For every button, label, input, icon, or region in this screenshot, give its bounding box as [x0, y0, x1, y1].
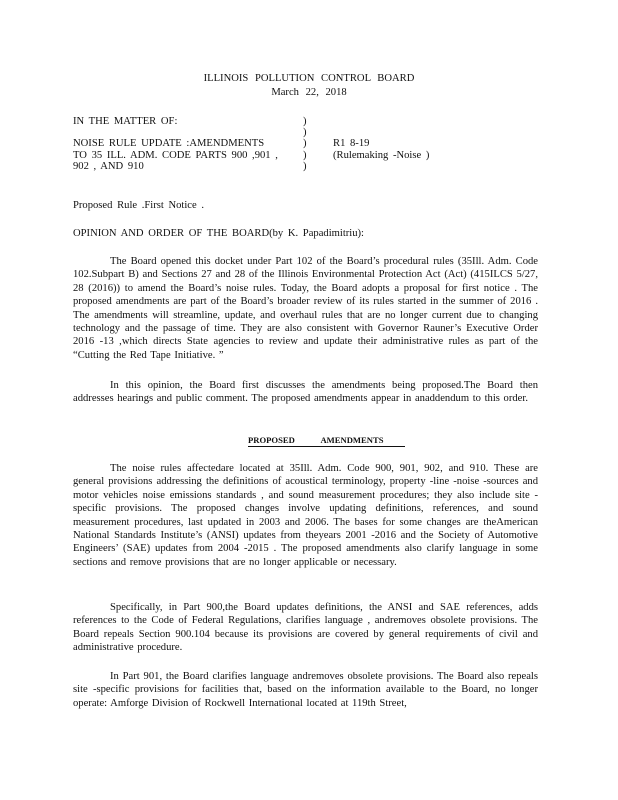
caption-row: [73, 126, 553, 137]
caption-paren: ): [303, 127, 307, 139]
caption-paren: ): [303, 160, 307, 172]
caption-left: 902 , AND 910: [73, 160, 144, 172]
rulemaking-type: (Rulemaking -Noise ): [333, 149, 430, 161]
agency-name: ILLINOIS POLLUTION CONTROL BOARD: [203, 73, 415, 84]
case-caption: [73, 115, 553, 171]
document-date: March 22, 2018: [271, 87, 347, 98]
paragraph-intro: The Board opened this docket under Part 102 of the Board’s procedural rules (35Ill. Adm. Code 102.Subpart B) and Sections 27 and 28 of the Illinois Environmental Protection Act (Act) (415ILCS 5/27, 28 (2016)) to amend the Board’s noise rules. Today, the Board adopts a proposal for first notice . The proposed amendments are part of the Board’s broader review of its rules started in the summer of 2016 . The amendments will streamline, update, and overhaul rules that are no longer current due to changing technology and the passage of time. They are also consistent with Governor Rauner’s Executive Order 2016 -13 ,which directs State agencies to review and update their administrative rules as part of the “Cutting the Red Tape Initiative. ”: [73, 256, 538, 361]
document-header: [0, 72, 618, 100]
caption-paren: ): [303, 138, 307, 150]
caption-left: [73, 126, 303, 137]
paragraph-part-901: In Part 901, the Board clarifies language andremoves obsolete provisions. The Board also repeals site -specific provisions for facilities that, based on the information available to the Board, no longer operate: Amforge Division of Rockwell International located at 119th Street,: [73, 671, 538, 709]
caption-row: [73, 115, 553, 126]
caption-paren: ): [303, 116, 307, 127]
caption-left: IN THE MATTER OF:: [73, 116, 178, 127]
caption-left: TO 35 ILL. ADM. CODE PARTS 900 ,901 ,: [73, 149, 278, 161]
caption-row: [73, 160, 553, 171]
paragraph-part-900: Specifically, in Part 900,the Board updates definitions, the ANSI and SAE references, adds references to the Code of Federal Regulations, clarifies language , andremoves obsolete provisions. The Board repeals Section 900.104 because its provisions are covered by general requirements of civil and administrative procedure.: [73, 602, 538, 654]
docket-number: R1 8-19: [333, 138, 370, 150]
paragraph-overview: In this opinion, the Board first discusses the amendments being proposed.The Board then addresses hearings and public comment. The proposed amendments appear in anaddendum to this order.: [73, 380, 538, 405]
opinion-heading: OPINION AND ORDER OF THE BOARD(by K. Papadimitriu):: [73, 228, 365, 239]
paragraph-noise-rules: The noise rules affectedare located at 35Ill. Adm. Code 900, 901, 902, and 910. These are general provisions addressing the definitions of acoustical terminology, property -line -noise -sources and motor vehicles noise emissions standards , and sound measurement procedures; they also include site -specific provisions. The proposed changes involve updating definitions, references, and sound measurement procedures, last updated in 2003 and 2006. The bases for some changes are theAmerican National Standards Institute’s (ANSI) updates from theyears 2001 -2016 and the Society of Automotive Engineers’ (SAE) updates from 2004 -2015 . The proposed amendments also clarify language in some sections and remove provisions that are no longer applicable or necessary.: [73, 463, 538, 568]
caption-paren: ): [303, 149, 307, 161]
caption-row: [73, 137, 553, 148]
section-heading-proposed-amendments: PROPOSED AMENDMENTS: [248, 435, 405, 447]
caption-row: [73, 149, 553, 160]
notice-line: Proposed Rule .First Notice .: [73, 200, 204, 211]
caption-left: NOISE RULE UPDATE :AMENDMENTS: [73, 138, 265, 150]
